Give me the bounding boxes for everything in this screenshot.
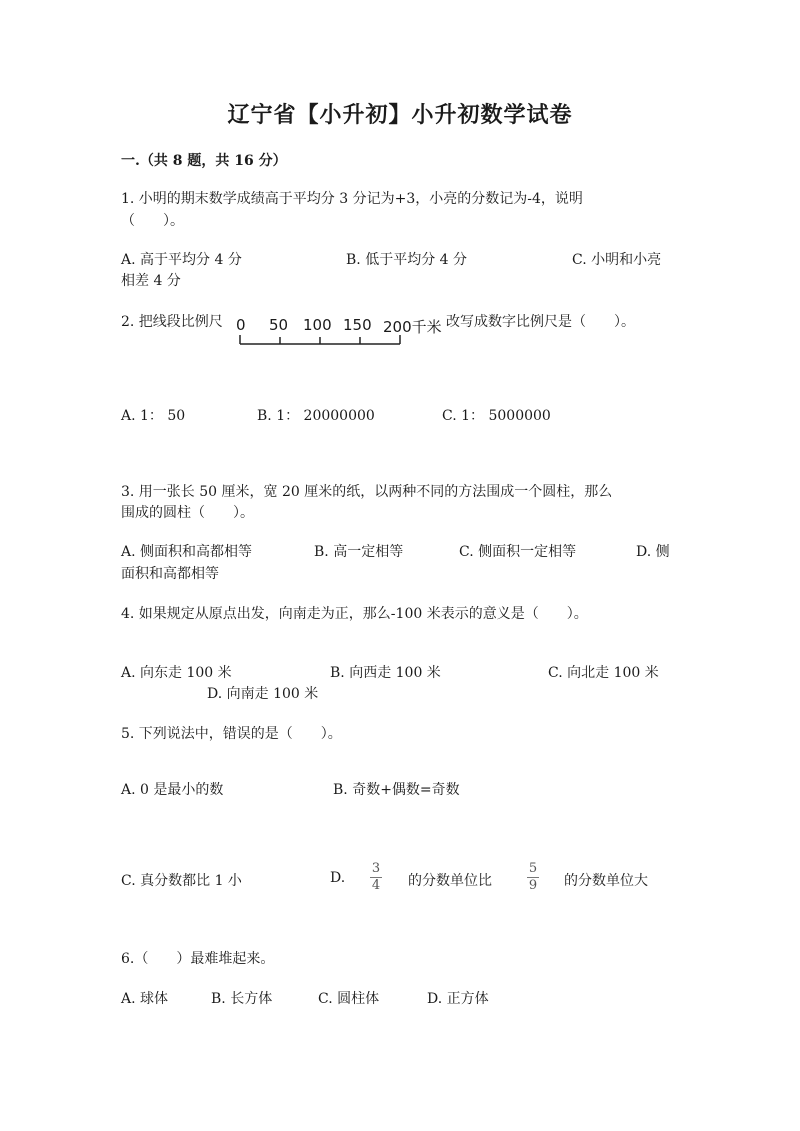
- scale-bar: [232, 312, 452, 352]
- question-5-option-a[interactable]: A. 0 是最小的数: [121, 782, 224, 798]
- question-4-option-d[interactable]: D. 向南走 100 米: [207, 686, 319, 702]
- question-4-option-c[interactable]: C. 向北走 100 米: [548, 665, 659, 681]
- question-3-option-d[interactable]: D. 侧: [636, 544, 670, 560]
- question-3-option-b[interactable]: B. 高一定相等: [314, 544, 404, 560]
- question-4-option-b[interactable]: B. 向西走 100 米: [330, 665, 441, 681]
- question-1-stem-line2: （ ）。: [121, 213, 184, 229]
- question-3-stem-line1: 3. 用一张长 50 厘米，宽 20 厘米的纸，以两种不同的方法围成一个圆柱，那么: [121, 484, 613, 500]
- fraction-five-ninths: [526, 861, 540, 894]
- question-4-option-a[interactable]: A. 向东走 100 米: [121, 665, 232, 681]
- question-3-stem-line2: 围成的圆柱（ ）。: [121, 505, 254, 521]
- question-2-option-c[interactable]: C. 1： 5000000: [442, 408, 551, 424]
- question-3-option-a[interactable]: A. 侧面积和高都相等: [121, 544, 253, 560]
- question-6-option-d[interactable]: D. 正方体: [427, 991, 489, 1007]
- scale-line: [232, 332, 452, 348]
- question-2-option-a[interactable]: A. 1： 50: [121, 408, 186, 424]
- question-3-option-d-cont: 面积和高都相等: [121, 566, 219, 582]
- question-5-option-d-mid: 的分数单位比: [408, 873, 492, 889]
- question-2-option-b[interactable]: B. 1： 20000000: [257, 408, 375, 424]
- question-6-stem: 6.（ ）最难堆起来。: [121, 951, 275, 967]
- question-5-option-d[interactable]: D.: [330, 870, 346, 886]
- question-2-stem-after: 改写成数字比例尺是（ ）。: [446, 314, 635, 330]
- question-5-stem: 5. 下列说法中，错误的是（ ）。: [121, 726, 342, 742]
- question-2-stem-before: 2. 把线段比例尺: [121, 314, 223, 330]
- fraction-2-numerator: 5: [528, 861, 538, 876]
- question-1-option-a[interactable]: A. 高于平均分 4 分: [121, 252, 242, 268]
- question-1-option-c[interactable]: C. 小明和小亮: [572, 252, 662, 268]
- scale-label-200: 200千米: [383, 318, 442, 336]
- page-title: 辽宁省【小升初】小升初数学试卷: [227, 102, 573, 128]
- scale-label-100: 100: [303, 316, 332, 334]
- question-5-option-c[interactable]: C. 真分数都比 1 小: [121, 873, 242, 889]
- question-6-option-b[interactable]: B. 长方体: [211, 991, 273, 1007]
- scale-label-0: 0: [236, 316, 246, 334]
- question-1-option-c-cont: 相差 4 分: [121, 273, 181, 289]
- fraction-1-denominator: 4: [371, 878, 381, 893]
- scale-label-150: 150: [343, 316, 372, 334]
- section-heading: 一.（共 8 题，共 16 分）: [121, 153, 287, 169]
- question-4-stem: 4. 如果规定从原点出发，向南走为正，那么-100 米表示的意义是（ ）。: [121, 606, 588, 622]
- question-5-option-b[interactable]: B. 奇数+偶数=奇数: [333, 782, 460, 798]
- fraction-2-denominator: 9: [528, 878, 538, 893]
- question-1-stem-line1: 1. 小明的期末数学成绩高于平均分 3 分记为+3，小亮的分数记为-4，说明: [121, 191, 583, 207]
- fraction-three-quarters: [369, 861, 383, 894]
- fraction-1-numerator: 3: [371, 861, 381, 876]
- question-1-option-b[interactable]: B. 低于平均分 4 分: [346, 252, 467, 268]
- scale-label-50: 50: [269, 316, 289, 334]
- question-3-option-c[interactable]: C. 侧面积一定相等: [459, 544, 577, 560]
- question-5-option-d-end: 的分数单位大: [564, 873, 648, 889]
- question-6-option-a[interactable]: A. 球体: [121, 991, 169, 1007]
- question-6-option-c[interactable]: C. 圆柱体: [318, 991, 380, 1007]
